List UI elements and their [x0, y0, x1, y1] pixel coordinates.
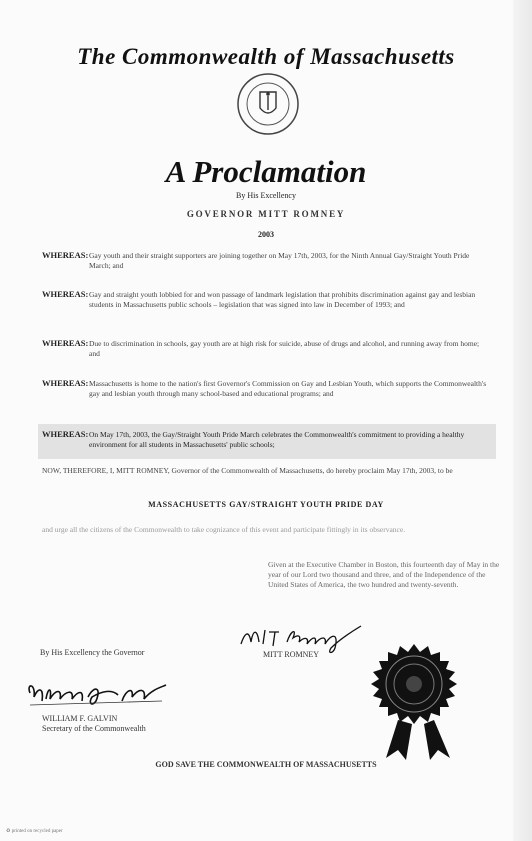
by-excellency-label: By His Excellency the Governor [40, 648, 145, 657]
whereas-label-2: WHEREAS: [42, 289, 89, 299]
proclaimed-day: MASSACHUSETTS GAY/STRAIGHT YOUTH PRIDE DAY [148, 500, 384, 509]
now-therefore-text: NOW, THEREFORE, I, MITT ROMNEY, Governor of the Commonwealth of Massachusetts, do hereby proclaim May 17th, 2003, to be [42, 466, 453, 475]
notary-seal-ribbon-icon [362, 642, 466, 762]
recycled-footer-text: printed on recycled paper [11, 829, 63, 834]
secretary-block [42, 714, 146, 734]
whereas-text-5: On May 17th, 2003, the Gay/Straight Youth Pride March celebrates the Commonwealth's commitment to providing a healthy environment for all students in Massachusetts' public schools; [89, 430, 465, 449]
urge-text: and urge all the citizens of the Commonwealth to take cognizance of this event and participate fittingly in its observance. [42, 525, 406, 534]
given-text: Given at the Executive Chamber in Boston, this fourteenth day of May in the year of our Lord two thousand and three, and of the Independence of the United States of America, the two hundred and twenty-seventh. [268, 560, 500, 589]
whereas-label-3: WHEREAS: [42, 338, 89, 348]
secretary-title: Secretary of the Commonwealth [42, 724, 146, 733]
whereas-label-5: WHEREAS: [42, 429, 89, 439]
governor-signature-name: MITT ROMNEY [263, 650, 320, 659]
proclamation-year: 2003 [258, 230, 274, 239]
scan-edge [513, 0, 532, 841]
document-title: The Commonwealth of Massachusetts [77, 44, 455, 69]
whereas-label-1: WHEREAS: [42, 250, 89, 260]
closing-line: GOD SAVE THE COMMONWEALTH OF MASSACHUSETTS [155, 760, 377, 769]
whereas-text-3: Due to discrimination in schools, gay youth are at high risk for suicide, abuse of drugs and alcohol, and running away from home; and [89, 339, 480, 358]
proclamation-heading: A Proclamation [165, 154, 367, 189]
secretary-name: WILLIAM F. GALVIN [42, 714, 118, 723]
whereas-text-1: Gay youth and their straight supporters are joining together on May 17th, 2003, for the Ninth Annual Gay/Straight Youth Pride March; and [89, 251, 470, 270]
whereas-label-4: WHEREAS: [42, 378, 89, 388]
state-seal-icon [236, 72, 300, 136]
secretary-signature [22, 679, 172, 713]
by-line: By His Excellency [236, 191, 296, 200]
recycled-footer: ♻ printed on recycled paper [6, 829, 63, 834]
governor-name-heading: GOVERNOR MITT ROMNEY [186, 209, 346, 219]
whereas-text-2: Gay and straight youth lobbied for and won passage of landmark legislation that prohibits discrimination against gay and lesbian students in Massachusetts public schools – legislation that was signed into law in December of 1993; and [89, 290, 476, 309]
whereas-text-4: Massachusetts is home to the nation's first Governor's Commission on Gay and Lesbian Youth, which supports the Commonwealth's gay and lesbian youth through many school-based and educational programs; and [89, 379, 487, 398]
